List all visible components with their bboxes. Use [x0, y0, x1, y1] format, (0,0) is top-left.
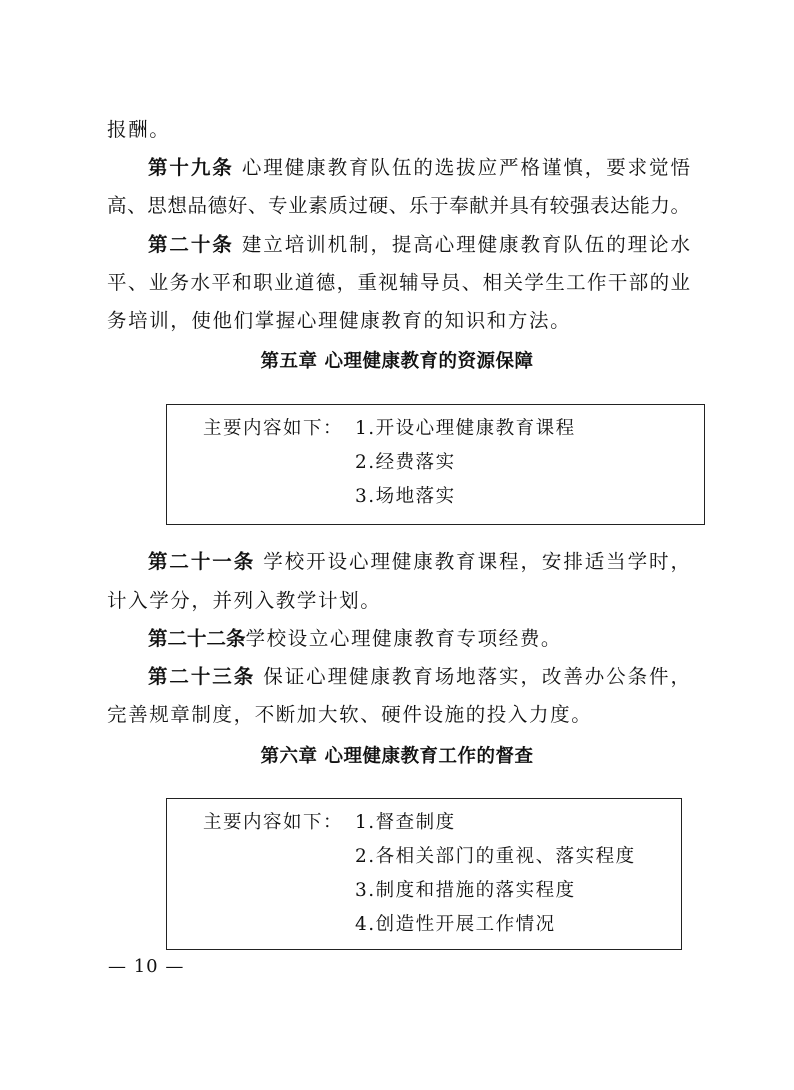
article-23-title: 第二十三条: [148, 665, 256, 688]
chapter-6-box-label: 主要内容如下：: [203, 812, 344, 833]
article-22-title: 第二十二条: [148, 627, 246, 650]
chapter-5-item-3: 3.场地落实: [355, 486, 456, 507]
chapter-6-heading: 第六章 心理健康教育工作的督查: [260, 746, 534, 767]
article-19-title: 第十九条: [148, 156, 234, 179]
article-20-line-1: [148, 226, 690, 264]
chapter-5-item-1: 1.开设心理健康教育课程: [355, 418, 576, 439]
article-21-title: 第二十一条: [148, 550, 256, 573]
chapter-6-item-4: 4.创造性开展工作情况: [355, 914, 556, 935]
article-20-line-3: 务培训，使他们掌握心理健康教育的知识和方法。: [107, 309, 572, 332]
article-21-line-2: 计入学分，并列入教学计划。: [107, 589, 382, 612]
chapter-5-box-label: 主要内容如下：: [203, 418, 344, 439]
article-23-line-2: 完善规章制度，不断加大软、硬件设施的投入力度。: [107, 703, 593, 726]
article-19-line-2: 高、思想品德好、专业素质过硬、乐于奉献并具有较强表达能力。: [107, 194, 690, 217]
chapter-6-item-2: 2.各相关部门的重视、落实程度: [355, 846, 636, 867]
article-20-title: 第二十条: [148, 233, 234, 256]
page-number: — 10 —: [108, 956, 185, 977]
chapter-5-heading: 第五章 心理健康教育的资源保障: [260, 351, 534, 372]
chapter-6-item-3: 3.制度和措施的落实程度: [355, 880, 576, 901]
article-21-line-1: [148, 543, 690, 581]
chapter-6-item-1: 1.督查制度: [355, 812, 456, 833]
chapter-5-item-2: 2.经费落实: [355, 452, 456, 473]
article-20-text: 建立培训机制，提高心理健康教育队伍的理论水: [241, 233, 690, 256]
paragraph-line: 报酬。: [107, 118, 171, 141]
article-22-text: 学校设立心理健康教育专项经费。: [245, 627, 563, 650]
article-19-text: 心理健康教育队伍的选拔应严格谨慎，要求觉悟: [241, 156, 690, 179]
chapter-5-summary-box: [166, 404, 705, 525]
article-22-line-1: [148, 620, 690, 658]
article-23-text: 保证心理健康教育场地落实，改善办公条件，: [263, 665, 690, 688]
article-19-line-1: [148, 149, 690, 187]
article-21-text: 学校开设心理健康教育课程，安排适当学时，: [263, 550, 690, 573]
article-23-line-1: [148, 658, 690, 696]
chapter-6-summary-box: [166, 798, 682, 950]
article-20-line-2: 平、业务水平和职业道德，重视辅导员、相关学生工作干部的业: [107, 271, 690, 294]
